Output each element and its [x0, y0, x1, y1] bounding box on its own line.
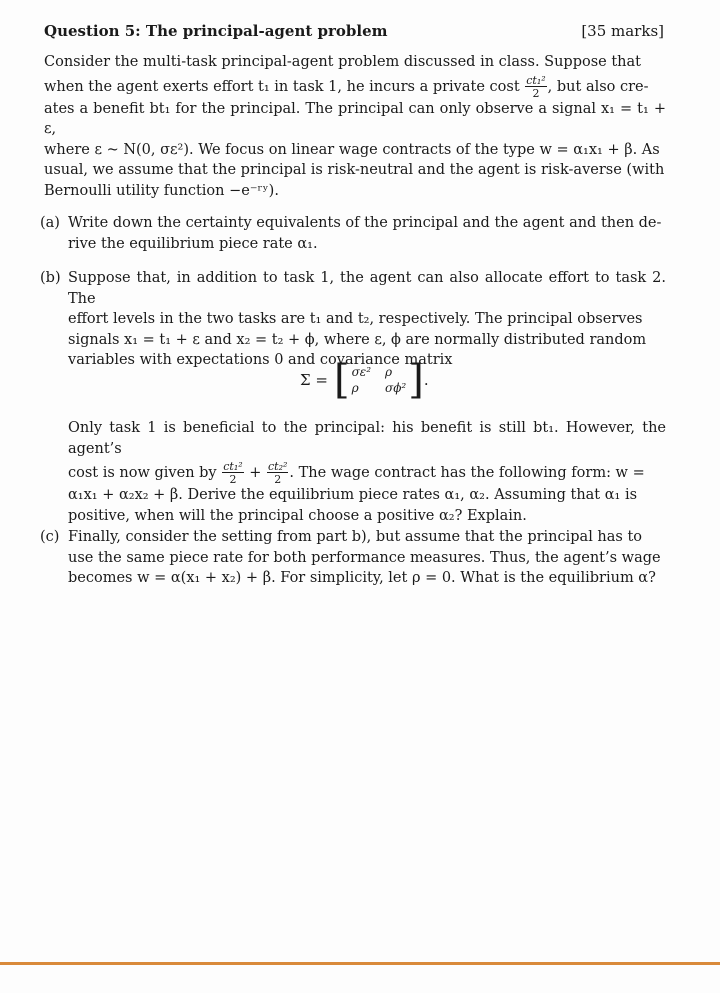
part-line: Suppose that, in addition to task 1, the agent can also allocate effort to task 2. The	[68, 270, 666, 307]
part-line: rive the equilibrium piece rate α₁.	[68, 235, 318, 252]
intro-line: ates a benefit bt₁ for the principal. The principal can only observe a signal x₁ = t₁ + ε,	[44, 100, 666, 137]
question-marks: [35 marks]	[581, 22, 664, 40]
fraction-denominator: 2	[229, 473, 237, 486]
matrix-cell: ρ	[351, 381, 359, 395]
fraction-numerator: ct₁²	[526, 73, 546, 87]
intro-paragraph	[44, 52, 666, 201]
part-a	[40, 213, 666, 254]
part-b	[40, 268, 666, 371]
matrix-lhs: Σ =	[300, 371, 328, 389]
question-title: Question 5: The principal-agent problem	[44, 22, 388, 40]
part-line: positive, when will the principal choose a positive α₂? Explain.	[68, 507, 527, 524]
intro-text: when the agent exerts effort t₁ in task 1, he incurs a private cost	[44, 78, 520, 95]
matrix-cell: σϕ²	[385, 381, 407, 395]
intro-line	[44, 75, 666, 99]
intro-line: Bernoulli utility function −e⁻ʳʸ).	[44, 182, 279, 199]
right-bracket: ]	[408, 357, 424, 403]
part-c	[40, 527, 666, 589]
part-label: (a)	[40, 215, 60, 231]
part-line: α₁x₁ + α₂x₂ + β. Derive the equilibrium piece rates α₁, α₂. Assuming that α₁ is	[68, 487, 638, 503]
part-line: use the same piece rate for both performance measures. Thus, the agent’s wage	[68, 549, 661, 566]
part-line	[68, 461, 666, 485]
question-header	[44, 22, 664, 40]
cost-fraction-2	[267, 461, 288, 485]
intro-line: usual, we assume that the principal is risk-neutral and the agent is risk-averse (with	[44, 162, 665, 178]
part-line: Finally, consider the setting from part b), but assume that the principal has to	[68, 529, 643, 545]
cost-fraction-1	[222, 461, 243, 485]
fraction-numerator: ct₂²	[268, 460, 288, 473]
matrix-cell: ρ	[385, 365, 393, 379]
matrix-cell: σε²	[351, 365, 372, 379]
part-line: effort levels in the two tasks are t₁ and t₂, respectively. The principal observes	[68, 311, 643, 327]
part-label: (b)	[40, 270, 61, 286]
intro-line: Consider the multi-task principal-agent problem discussed in class. Suppose that	[44, 54, 641, 70]
part-line: signals x₁ = t₁ + ε and x₂ = t₂ + ϕ, where ε, ϕ are normally distributed random	[68, 331, 647, 348]
matrix-period: .	[423, 371, 429, 389]
cost-fraction	[525, 75, 546, 99]
part-b-continued	[40, 418, 666, 526]
bottom-divider	[0, 962, 720, 965]
part-label: (c)	[40, 529, 60, 545]
fraction-denominator: 2	[532, 86, 540, 100]
part-line: Write down the certainty equivalents of the principal and the agent and then de-	[68, 215, 662, 231]
intro-text: , but also cre-	[547, 78, 649, 95]
fraction-denominator: 2	[274, 473, 282, 486]
left-bracket: [	[333, 357, 350, 403]
part-line: variables with expectations 0 and covariance matrix	[68, 352, 453, 368]
fraction-numerator: ct₁²	[223, 460, 243, 473]
covariance-matrix	[300, 358, 429, 402]
part-text: . The wage contract has the following form: w =	[289, 465, 645, 481]
part-text: cost is now given by	[68, 465, 217, 481]
plus-sign: +	[249, 465, 262, 481]
matrix-grid	[350, 365, 409, 395]
part-line: becomes w = α(x₁ + x₂) + β. For simplicity, let ρ = 0. What is the equilibrium α?	[68, 570, 656, 586]
intro-line: where ε ~ N(0, σε²). We focus on linear wage contracts of the type w = α₁x₁ + β. As	[44, 141, 660, 158]
part-line: Only task 1 is beneficial to the principal: his benefit is still bt₁. However, the agent’s	[68, 420, 666, 457]
